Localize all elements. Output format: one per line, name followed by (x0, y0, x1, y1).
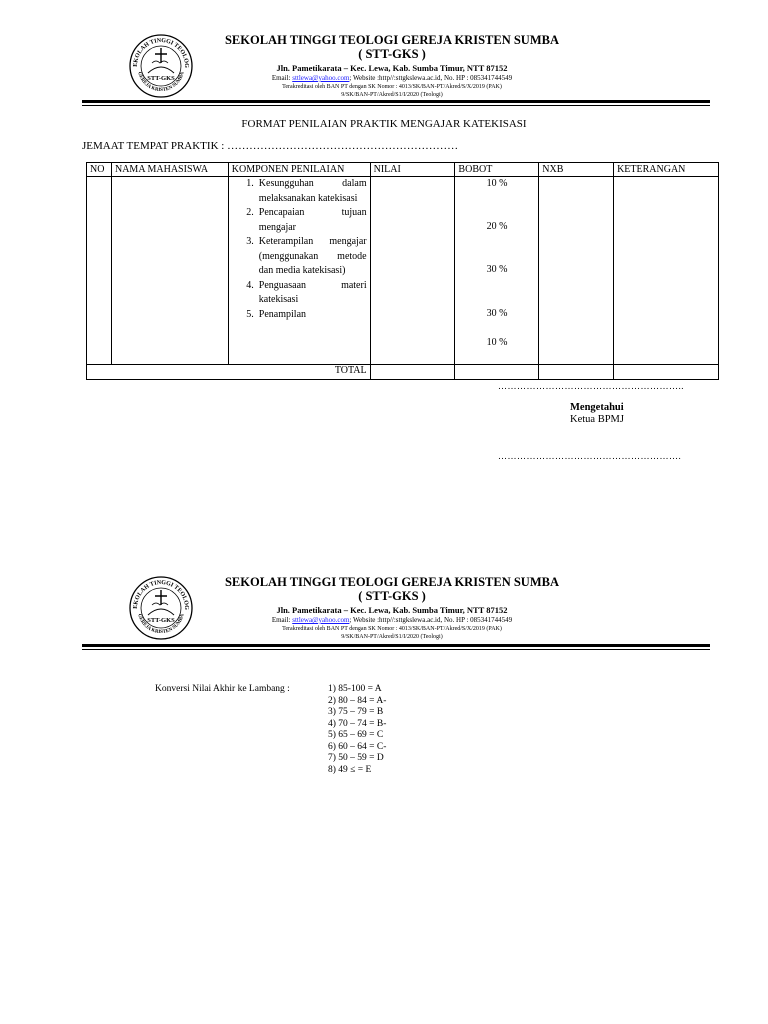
col-header-nxb: NXB (539, 163, 614, 177)
table-row (87, 177, 719, 365)
school-address: Jln. Pametikarata – Kec. Lewa, Kab. Sumba Timur, NTT 87152 (276, 63, 508, 73)
total-bobot[interactable] (455, 365, 539, 380)
total-keterangan[interactable] (614, 365, 719, 380)
school-name: SEKOLAH TINGGI TEOLOGI GEREJA KRISTEN SUMBA (224, 33, 559, 47)
svg-text:GEREJA KRISTEN SUMBA: GEREJA KRISTEN SUMBA (136, 613, 186, 636)
total-nilai[interactable] (370, 365, 455, 380)
header-divider-thin (82, 105, 710, 106)
cell-no[interactable] (87, 177, 112, 365)
contact-line: Email: sttlewa@yahoo.com; Website :http//:sttgkslewa.ac.id, No. HP : 085341744549 (271, 616, 513, 624)
list-item: 5) 65 – 69 = C (328, 730, 384, 740)
col-header-nama: NAMA MAHASISWA (111, 163, 228, 177)
letterhead-bottom (82, 575, 712, 655)
signature-title: Ketua BPMJ (570, 414, 624, 425)
col-header-keterangan: KETERANGAN (614, 163, 719, 177)
list-item: 7) 50 – 59 = D (328, 753, 384, 763)
total-row (87, 365, 719, 380)
bobot-value: 30 % (486, 308, 508, 319)
list-item: 3. Keterampilan mengajar (menggunakan metode dan media katekisasi) (246, 236, 367, 276)
accreditation-line-2: 9/SK/BAN-PT/Akred/S1/I/2020 (Teologi) (341, 634, 443, 640)
list-item: 1) 85-100 = A (328, 684, 382, 694)
school-abbreviation: ( STT-GKS ) (358, 589, 426, 603)
praktik-field-blank: : ……………………………………………………… (218, 140, 459, 152)
contact-line: Email: sttlewa@yahoo.com; Website :http//:sttgkslewa.ac.id, No. HP : 085341744549 (271, 74, 513, 82)
svg-text:GEREJA KRISTEN SUMBA: GEREJA KRISTEN SUMBA (136, 71, 186, 94)
list-item: 2) 80 – 84 = A- (328, 695, 387, 706)
list-item: 4) 70 – 74 = B- (328, 718, 387, 729)
praktik-field (82, 140, 458, 152)
signature-name-line: …………………………………………………. (498, 451, 682, 461)
school-logo-icon (128, 33, 194, 99)
email-link[interactable]: sttlewa@yahoo.com (292, 616, 350, 624)
list-item: 8) 49 ≤ = E (328, 764, 372, 775)
list-item: 5. Penampilan (246, 308, 307, 320)
cell-keterangan[interactable] (614, 177, 719, 365)
bobot-value: 10 % (486, 337, 508, 348)
col-header-no: NO (87, 163, 112, 177)
svg-text:SEKOLAH TINGGI TEOLOGI: EKOLAH TINGGI TEOLOG (132, 579, 190, 610)
accreditation-line-1: Terakreditasi oleh BAN PT dengan SK Nomor : 4013/SK/BAN-PT/Akred/S/X/2019 (PAK) (282, 626, 502, 632)
svg-text:SEKOLAH TINGGI TEOLOGI: EKOLAH TINGGI TEOLOG (132, 37, 190, 68)
bobot-value: 20 % (486, 221, 508, 232)
praktik-field-label: JEMAAT TEMPAT PRAKTIK (82, 140, 219, 152)
cell-bobot (455, 177, 539, 365)
total-label: TOTAL (87, 365, 371, 380)
assessment-table (86, 162, 719, 380)
cell-nilai[interactable] (370, 177, 455, 365)
email-link[interactable]: sttlewa@yahoo.com (292, 74, 350, 82)
header-divider-thick (82, 100, 710, 103)
header-divider-thin (82, 649, 710, 650)
list-item: 2. Pencapaian tujuan mengajar (246, 207, 367, 233)
school-abbreviation: ( STT-GKS ) (358, 47, 426, 61)
svg-text:STT-GKS: STT-GKS (147, 617, 175, 624)
school-address: Jln. Pametikarata – Kec. Lewa, Kab. Sumba Timur, NTT 87152 (276, 605, 508, 615)
signature-date-line: ………………………………………………….. (498, 381, 684, 391)
col-header-komponen: KOMPONEN PENILAIAN (228, 163, 370, 177)
col-header-nilai: NILAI (370, 163, 455, 177)
list-item: 1. Kesungguhan dalam melaksanakan katekisasi (246, 178, 367, 204)
document-title: FORMAT PENILAIAN PRAKTIK MENGAJAR KATEKISASI (241, 118, 527, 130)
letterhead-top (82, 33, 712, 113)
accreditation-line-1: Terakreditasi oleh BAN PT dengan SK Nomor : 4013/SK/BAN-PT/Akred/S/X/2019 (PAK) (282, 84, 502, 90)
conversion-label: Konversi Nilai Akhir ke Lambang : (155, 684, 290, 694)
list-item: 4. Penguasaan materi katekisasi (246, 279, 367, 305)
school-logo-icon (128, 575, 194, 641)
conversion-list (328, 684, 386, 776)
total-nxb[interactable] (539, 365, 614, 380)
header-divider-thick (82, 644, 710, 647)
svg-text:STT-GKS: STT-GKS (147, 75, 175, 82)
cell-nama[interactable] (111, 177, 228, 365)
component-list (232, 177, 367, 322)
signature-mengetahui: Mengetahui (570, 402, 624, 413)
school-name: SEKOLAH TINGGI TEOLOGI GEREJA KRISTEN SUMBA (224, 575, 559, 589)
col-header-bobot: BOBOT (455, 163, 539, 177)
table-header-row (87, 163, 719, 177)
bobot-value: 30 % (486, 264, 508, 275)
cell-komponen (228, 177, 370, 365)
list-item: 6) 60 – 64 = C- (328, 741, 387, 752)
list-item: 3) 75 – 79 = B (328, 707, 384, 717)
cell-nxb[interactable] (539, 177, 614, 365)
bobot-value: 10 % (486, 178, 508, 189)
accreditation-line-2: 9/SK/BAN-PT/Akred/S1/I/2020 (Teologi) (341, 92, 443, 98)
